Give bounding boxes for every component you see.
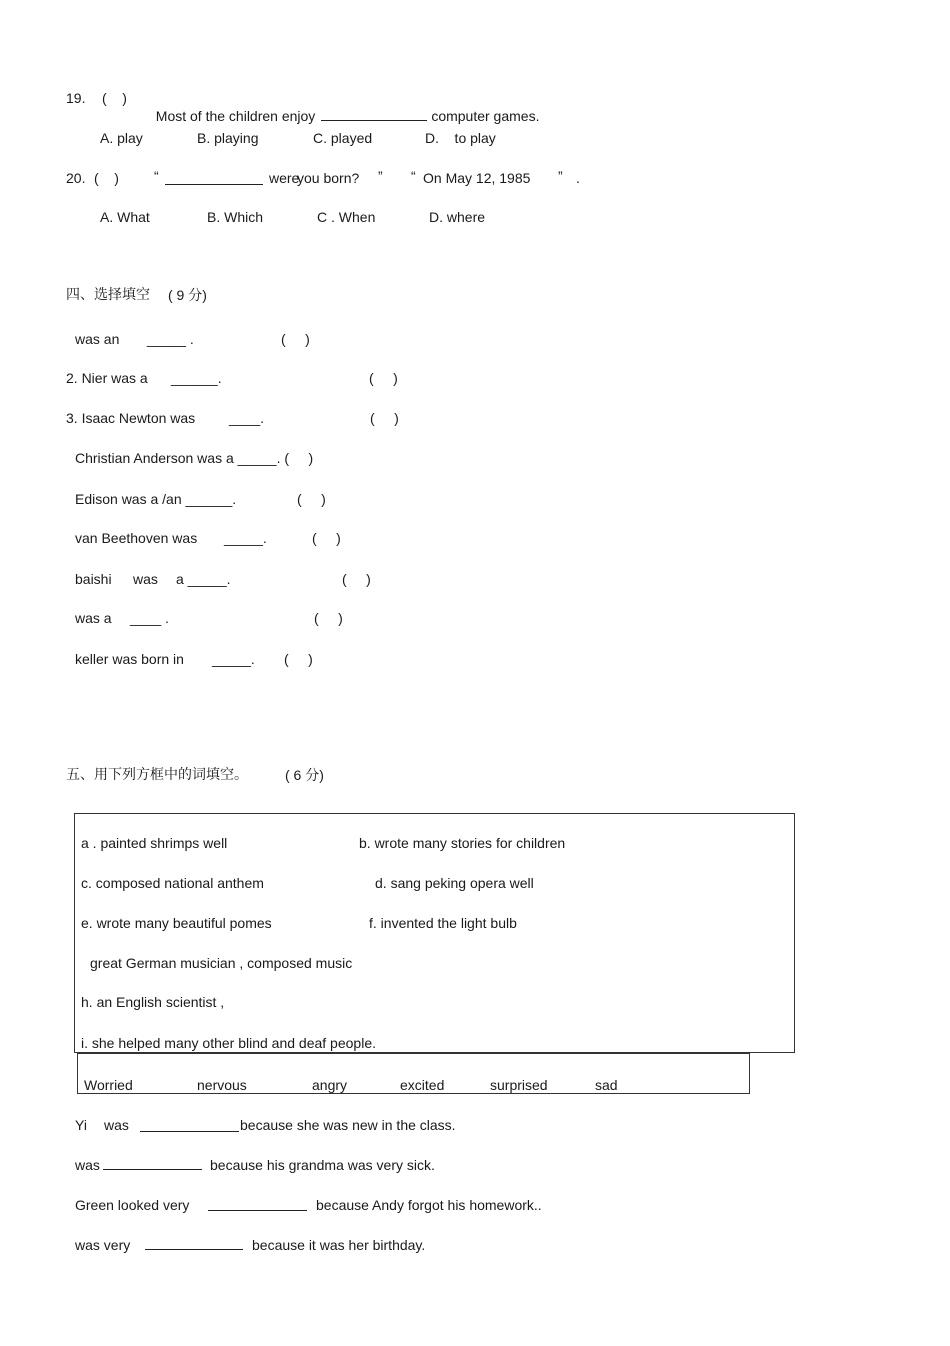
q20-option-d[interactable]: D. where [429, 209, 486, 225]
s4-item7-text-b: was [133, 571, 158, 587]
s5-sentence1-c: because she was new in the class. [240, 1117, 456, 1133]
s4-item1-blank[interactable]: _____ . [147, 331, 194, 347]
s4-item8-paren[interactable]: ( ) [314, 610, 343, 626]
word-angry: angry [312, 1077, 348, 1093]
section5-title: 五、用下列方框中的词填空。 [66, 767, 248, 783]
section5-score: ( 6 分) [285, 767, 324, 783]
s4-item3-paren[interactable]: ( ) [370, 410, 399, 426]
s4-item9-paren[interactable]: ( ) [284, 651, 313, 667]
s4-item1-text: was an [75, 331, 120, 347]
s5-sentence3-c: because Andy forgot his homework.. [316, 1197, 542, 1213]
s5-sentence2-blank[interactable] [103, 1157, 202, 1170]
s4-item8-text: was a [75, 610, 112, 626]
s4-item3-text: 3. Isaac Newton was [66, 410, 196, 426]
phrase-b: b. wrote many stories for children [359, 835, 566, 851]
s4-item2-text: 2. Nier was a [66, 370, 148, 386]
s5-sentence1-a: Yi [75, 1117, 87, 1133]
s4-item7-paren[interactable]: ( ) [342, 571, 371, 587]
q20-answer-open-quote: “ [411, 168, 416, 184]
q20-close-quote: ” [378, 168, 383, 184]
word-worried: Worried [84, 1077, 133, 1093]
s4-item7-text-c: a _____. [176, 571, 231, 587]
s4-item6-paren[interactable]: ( ) [312, 530, 341, 546]
s5-sentence2-c: because his grandma was very sick. [210, 1157, 435, 1173]
q20-answer-close-quote: ” [558, 168, 563, 184]
q20-answer-paren[interactable]: ( ) [94, 170, 119, 186]
q19-stem-a: Most of the children enjoy [155, 108, 316, 124]
phrase-d: d. sang peking opera well [375, 875, 534, 891]
s5-sentence3-a: Green looked very [75, 1197, 190, 1213]
q20-option-a[interactable]: A. What [100, 209, 150, 225]
word-sad: sad [595, 1077, 618, 1093]
s5-sentence4-c: because it was her birthday. [252, 1237, 426, 1253]
s4-item6-text: van Beethoven was [75, 530, 198, 546]
q19-stem-b: computer games. [431, 108, 540, 124]
q20-option-b[interactable]: B. Which [207, 209, 264, 225]
q19-stem [148, 89, 539, 125]
section4-score: ( 9 分) [168, 287, 207, 303]
q19-option-b[interactable]: B. playing [197, 130, 259, 146]
s4-item2-blank[interactable]: ______. [171, 370, 222, 386]
q20-stem-b: you born? [297, 170, 360, 186]
s4-item4-text: Christian Anderson was a _____. ( ) [75, 450, 314, 466]
s5-sentence4-a: was very [75, 1237, 131, 1253]
s4-item1-paren[interactable]: ( ) [281, 331, 310, 347]
q19-option-c[interactable]: C. played [313, 130, 373, 146]
q20-number: 20. [66, 170, 86, 186]
s5-sentence3-blank[interactable] [208, 1198, 307, 1211]
q19-number: 19. [66, 90, 86, 106]
word-excited: excited [400, 1077, 445, 1093]
q20-period: . [576, 170, 580, 186]
s4-item3-blank[interactable]: ____. [229, 410, 265, 426]
q19-blank[interactable] [321, 108, 427, 121]
section4-title: 四、选择填空 [66, 287, 150, 303]
word-surprised: surprised [490, 1077, 548, 1093]
s4-item9-text: keller was born in [75, 651, 184, 667]
s4-item6-blank[interactable]: _____. [224, 530, 267, 546]
q20-open-quote: “ [154, 168, 159, 184]
q19-option-d[interactable]: D. to play [425, 130, 496, 146]
s4-item9-blank[interactable]: _____. [212, 651, 255, 667]
phrase-h: h. an English scientist , [81, 994, 225, 1010]
s4-item8-blank[interactable]: ____ . [130, 610, 169, 626]
phrase-e: e. wrote many beautiful pomes [81, 915, 272, 931]
q20-stem-a: were [269, 170, 300, 186]
s4-item5-paren[interactable]: ( ) [297, 491, 326, 507]
s5-sentence1-b: was [104, 1117, 129, 1133]
s4-item5-text: Edison was a /an ______. [75, 491, 237, 507]
phrase-a: a . painted shrimps well [81, 835, 228, 851]
q20-blank[interactable] [165, 172, 263, 185]
phrase-i: i. she helped many other blind and deaf people. [81, 1035, 376, 1051]
q19-answer-paren[interactable]: ( ) [102, 90, 127, 106]
s4-item2-paren[interactable]: ( ) [369, 370, 398, 386]
s5-sentence2-a: was [75, 1157, 100, 1173]
s4-item7-text-a: baishi [75, 571, 112, 587]
q20-answer-text: On May 12, 1985 [423, 170, 531, 186]
s5-sentence4-blank[interactable] [145, 1237, 243, 1250]
q20-option-c[interactable]: C . When [317, 209, 376, 225]
word-nervous: nervous [197, 1077, 247, 1093]
q19-option-a[interactable]: A. play [100, 130, 143, 146]
phrase-c: c. composed national anthem [81, 875, 264, 891]
phrase-f: f. invented the light bulb [369, 915, 517, 931]
s5-sentence1-blank[interactable] [140, 1119, 239, 1132]
phrase-g: great German musician , composed music [90, 955, 353, 971]
